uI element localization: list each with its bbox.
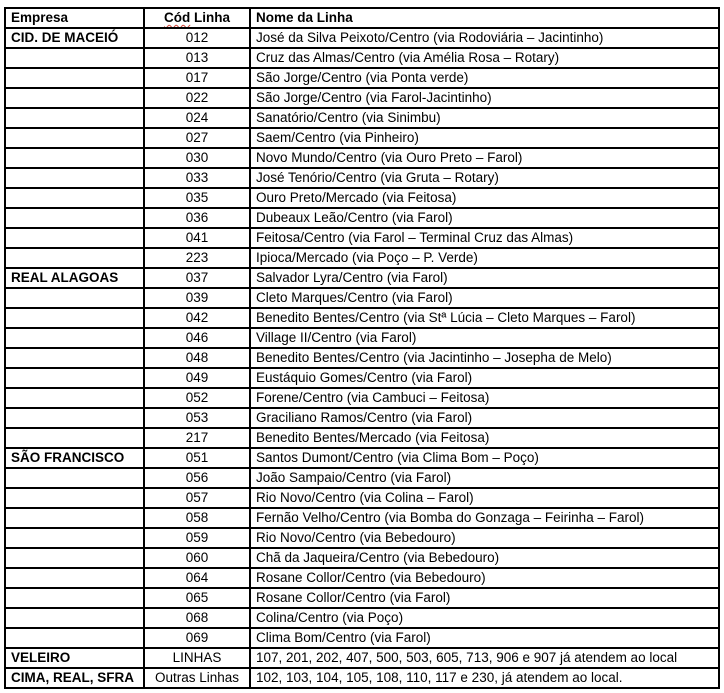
nome-da-linha-cell: São Jorge/Centro (via Farol-Jacintinho) (250, 88, 719, 108)
nome-da-linha-cell: Novo Mundo/Centro (via Ouro Preto – Farol) (250, 148, 719, 168)
empresa-cell: REAL ALAGOAS (5, 268, 144, 288)
nome-da-linha-cell: José da Silva Peixoto/Centro (via Rodoviária – Jacintinho) (250, 28, 719, 48)
nome-da-linha-cell: Dubeaux Leão/Centro (via Farol) (250, 208, 719, 228)
table-row (5, 528, 719, 548)
table-row (5, 368, 719, 388)
nome-da-linha-cell: Cleto Marques/Centro (via Farol) (250, 288, 719, 308)
empresa-cell: VELEIRO (5, 648, 144, 668)
column-header-nome-da-linha: Nome da Linha (250, 8, 719, 28)
column-header-empresa: Empresa (5, 8, 144, 28)
empresa-cell (5, 128, 144, 148)
table-row (5, 488, 719, 508)
header-row (5, 8, 719, 28)
cod-linha-cell: 051 (144, 448, 250, 468)
cod-linha-cell: 064 (144, 568, 250, 588)
table-row (5, 388, 719, 408)
empresa-cell: SÃO FRANCISCO (5, 448, 144, 468)
table-body (5, 28, 719, 688)
empresa-cell (5, 108, 144, 128)
empresa-cell (5, 288, 144, 308)
cod-linha-cell: 036 (144, 208, 250, 228)
cod-linha-cell: 059 (144, 528, 250, 548)
cod-linha-cell: 017 (144, 68, 250, 88)
nome-da-linha-cell: Saem/Centro (via Pinheiro) (250, 128, 719, 148)
cod-linha-cell: 217 (144, 428, 250, 448)
nome-da-linha-cell: Ipioca/Mercado (via Poço – P. Verde) (250, 248, 719, 268)
cod-linha-cell: 027 (144, 128, 250, 148)
nome-da-linha-cell: Eustáquio Gomes/Centro (via Farol) (250, 368, 719, 388)
cod-linha-cell: 030 (144, 148, 250, 168)
table-row (5, 328, 719, 348)
table-row (5, 508, 719, 528)
empresa-cell (5, 88, 144, 108)
empresa-cell (5, 628, 144, 648)
table-row (5, 288, 719, 308)
nome-da-linha-cell: Chã da Jaqueira/Centro (via Bebedouro) (250, 548, 719, 568)
nome-da-linha-cell: Village II/Centro (via Farol) (250, 328, 719, 348)
header-cod-misspelled-word: Cód (164, 10, 191, 25)
cod-linha-cell: 058 (144, 508, 250, 528)
bus-lines-table (4, 7, 720, 689)
empresa-cell (5, 328, 144, 348)
nome-da-linha-cell: Graciliano Ramos/Centro (via Farol) (250, 408, 719, 428)
nome-da-linha-cell: Feitosa/Centro (via Farol – Terminal Cruz das Almas) (250, 228, 719, 248)
cod-linha-cell: 053 (144, 408, 250, 428)
cod-linha-cell: 022 (144, 88, 250, 108)
table-row (5, 348, 719, 368)
table-row (5, 148, 719, 168)
cod-linha-cell: 052 (144, 388, 250, 408)
empresa-cell (5, 528, 144, 548)
cod-linha-cell: LINHAS (144, 648, 250, 668)
cod-linha-cell: 013 (144, 48, 250, 68)
cod-linha-cell: 035 (144, 188, 250, 208)
empresa-cell (5, 428, 144, 448)
empresa-cell (5, 248, 144, 268)
empresa-cell (5, 588, 144, 608)
empresa-cell: CIMA, REAL, SFRA (5, 668, 144, 688)
nome-da-linha-cell: Santos Dumont/Centro (via Clima Bom – Poço) (250, 448, 719, 468)
table-row (5, 608, 719, 628)
nome-da-linha-cell: Benedito Bentes/Centro (via Jacintinho – Josepha de Melo) (250, 348, 719, 368)
table-row (5, 268, 719, 288)
table-row (5, 588, 719, 608)
table-row (5, 408, 719, 428)
nome-da-linha-cell: Rio Novo/Centro (via Bebedouro) (250, 528, 719, 548)
nome-da-linha-cell: Sanatório/Centro (via Sinimbu) (250, 108, 719, 128)
nome-da-linha-cell: São Jorge/Centro (via Ponta verde) (250, 68, 719, 88)
empresa-cell (5, 48, 144, 68)
nome-da-linha-cell: Fernão Velho/Centro (via Bomba do Gonzaga – Feirinha – Farol) (250, 508, 719, 528)
cod-linha-cell: 042 (144, 308, 250, 328)
cod-linha-cell: 049 (144, 368, 250, 388)
cod-linha-cell: 041 (144, 228, 250, 248)
table-row (5, 468, 719, 488)
nome-da-linha-cell: Forene/Centro (via Cambuci – Feitosa) (250, 388, 719, 408)
cod-linha-cell: 065 (144, 588, 250, 608)
empresa-cell (5, 568, 144, 588)
empresa-cell (5, 68, 144, 88)
table-row (5, 28, 719, 48)
nome-da-linha-cell: Benedito Bentes/Centro (via Stª Lúcia – Cleto Marques – Farol) (250, 308, 719, 328)
empresa-cell (5, 368, 144, 388)
nome-da-linha-cell: Rosane Collor/Centro (via Bebedouro) (250, 568, 719, 588)
empresa-cell (5, 488, 144, 508)
empresa-cell (5, 408, 144, 428)
table-row (5, 648, 719, 668)
cod-linha-cell: 012 (144, 28, 250, 48)
table-row (5, 108, 719, 128)
cod-linha-cell: 024 (144, 108, 250, 128)
empresa-cell (5, 548, 144, 568)
empresa-cell (5, 348, 144, 368)
table-row (5, 548, 719, 568)
cod-linha-cell: 068 (144, 608, 250, 628)
table-row (5, 448, 719, 468)
cod-linha-cell: 039 (144, 288, 250, 308)
empresa-cell (5, 388, 144, 408)
empresa-cell (5, 608, 144, 628)
nome-da-linha-cell: Ouro Preto/Mercado (via Feitosa) (250, 188, 719, 208)
nome-da-linha-cell: 102, 103, 104, 105, 108, 110, 117 e 230, já atendem ao local. (250, 668, 719, 688)
nome-da-linha-cell: João Sampaio/Centro (via Farol) (250, 468, 719, 488)
cod-linha-cell: Outras Linhas (144, 668, 250, 688)
table-row (5, 128, 719, 148)
nome-da-linha-cell: Rosane Collor/Centro (via Farol) (250, 588, 719, 608)
table-row (5, 308, 719, 328)
nome-da-linha-cell: José Tenório/Centro (via Gruta – Rotary) (250, 168, 719, 188)
empresa-cell (5, 188, 144, 208)
table-row (5, 88, 719, 108)
table-row (5, 68, 719, 88)
table-row (5, 168, 719, 188)
table-row (5, 568, 719, 588)
cod-linha-cell: 060 (144, 548, 250, 568)
nome-da-linha-cell: Benedito Bentes/Mercado (via Feitosa) (250, 428, 719, 448)
column-header-cod-linha (144, 8, 250, 28)
cod-linha-cell: 056 (144, 468, 250, 488)
empresa-cell (5, 228, 144, 248)
cod-linha-cell: 037 (144, 268, 250, 288)
nome-da-linha-cell: Cruz das Almas/Centro (via Amélia Rosa – Rotary) (250, 48, 719, 68)
header-cod-rest: Linha (190, 10, 230, 25)
nome-da-linha-cell: Colina/Centro (via Poço) (250, 608, 719, 628)
table-row (5, 208, 719, 228)
nome-da-linha-cell: Clima Bom/Centro (via Farol) (250, 628, 719, 648)
empresa-cell (5, 208, 144, 228)
table-row (5, 248, 719, 268)
nome-da-linha-cell: Rio Novo/Centro (via Colina – Farol) (250, 488, 719, 508)
table-row (5, 188, 719, 208)
cod-linha-cell: 223 (144, 248, 250, 268)
empresa-cell (5, 468, 144, 488)
cod-linha-cell: 033 (144, 168, 250, 188)
nome-da-linha-cell: 107, 201, 202, 407, 500, 503, 605, 713, 906 e 907 já atendem ao local (250, 648, 719, 668)
table-row (5, 628, 719, 648)
empresa-cell: CID. DE MACEIÓ (5, 28, 144, 48)
cod-linha-cell: 046 (144, 328, 250, 348)
cod-linha-cell: 057 (144, 488, 250, 508)
empresa-cell (5, 148, 144, 168)
cod-linha-cell: 048 (144, 348, 250, 368)
table-row (5, 428, 719, 448)
empresa-cell (5, 508, 144, 528)
empresa-cell (5, 308, 144, 328)
empresa-cell (5, 168, 144, 188)
table-row (5, 48, 719, 68)
table-row (5, 228, 719, 248)
table-row (5, 668, 719, 688)
nome-da-linha-cell: Salvador Lyra/Centro (via Farol) (250, 268, 719, 288)
cod-linha-cell: 069 (144, 628, 250, 648)
